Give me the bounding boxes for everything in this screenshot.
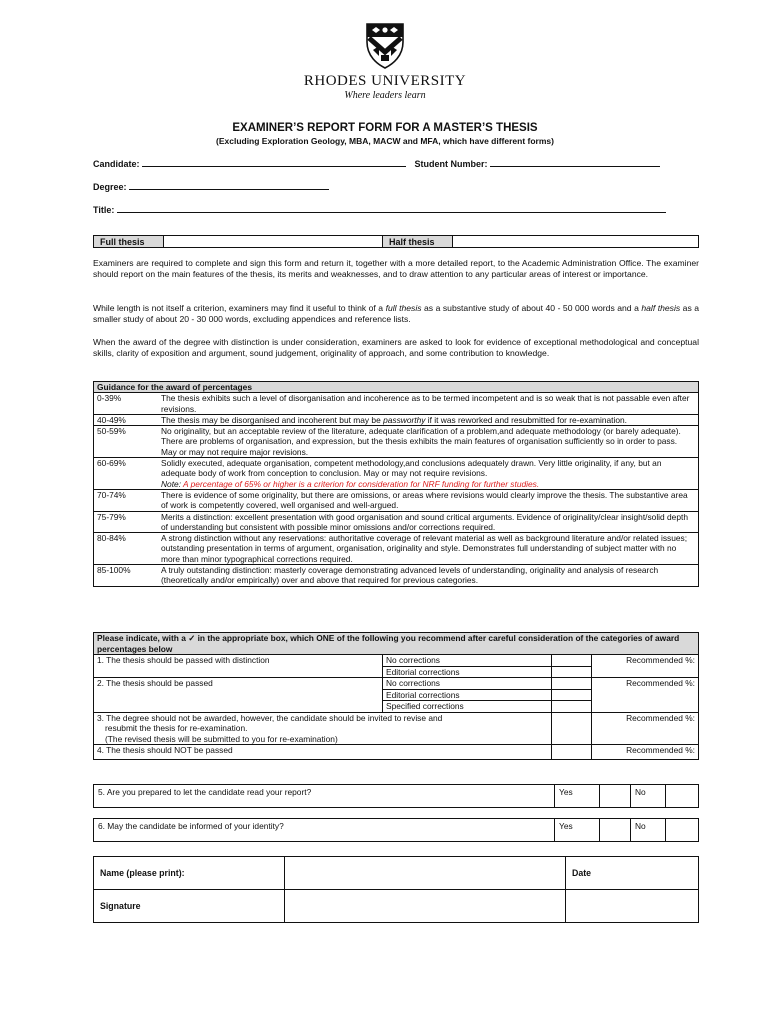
option-3-text-b: resubmit the thesis for re-examination. [105, 723, 248, 733]
intro-paragraph-2 [93, 303, 699, 325]
option-3-box[interactable] [552, 712, 592, 745]
guidance-text-b: if it was reworked and resubmitted for re-examination. [425, 414, 627, 425]
option-1-editorial-corrections: Editorial corrections [383, 666, 552, 678]
option-1-no-corrections: No corrections [383, 655, 552, 667]
recommendation-table [93, 632, 699, 760]
signature-table [93, 856, 699, 923]
guidance-text-a: The thesis may be disorganised and incoherent but may be [161, 414, 384, 425]
full-thesis-box[interactable] [164, 236, 383, 248]
student-number-input[interactable] [490, 157, 660, 167]
option-1-editorial-corrections-box[interactable] [552, 666, 592, 678]
guidance-note-red: A percentage of 65% or higher is a criterion for consideration for NRF funding for further studies. [183, 478, 540, 489]
guidance-text: The thesis exhibits such a level of disorganisation and incoherence as to be termed incompetent and is so weak that is not passable even after revisions. [158, 393, 699, 415]
form-title: EXAMINER’S REPORT FORM FOR A MASTER’S THESIS [232, 122, 538, 134]
question-6-text: 6. May the candidate be informed of your identity? [94, 819, 555, 842]
guidance-table [93, 381, 699, 587]
option-3-text-a: 3. The degree should not be awarded, however, the candidate should be invited to revise and [97, 712, 443, 723]
full-thesis-label: Full thesis [94, 236, 164, 248]
guidance-range: 40-49% [94, 414, 159, 425]
title-field [93, 203, 666, 215]
guidance-range: 85-100% [94, 565, 159, 587]
name-input[interactable] [285, 857, 566, 890]
name-label: Name (please print): [94, 857, 285, 890]
degree-field [93, 180, 329, 192]
option-2-editorial-corrections: Editorial corrections [383, 689, 552, 701]
guidance-row [94, 458, 699, 490]
degree-input[interactable] [129, 180, 329, 190]
signature-label: Signature [94, 890, 285, 923]
guidance-row [94, 533, 699, 565]
candidate-label: Candidate: [93, 159, 140, 169]
candidate-field [93, 157, 660, 169]
guidance-range: 70-74% [94, 489, 159, 511]
university-logo [0, 22, 770, 101]
p2-text-b: as a substantive study of about 40 - 50 000 words and a [421, 303, 642, 313]
guidance-text: Merits a distinction: excellent presentation with good organisation and sound critical arguments. Evidence of originality/clear insight/solid depth of understanding but consistent with possible minor omissions and/or corrections required. [158, 511, 699, 533]
guidance-text: A truly outstanding distinction: masterly coverage demonstrating advanced levels of understanding, originality and analysis of research (theoretically and/or empirically) over and above that required for previous categories. [158, 565, 699, 587]
intro-paragraph-3: When the award of the degree with distinction is under consideration, examiners are asked to look for evidence of exceptional methodological and conceptual skills, clarity of exposition and argument, sound judgement, originality of approach, and some contribution to knowledge. [93, 337, 699, 358]
student-number-label: Student Number: [414, 159, 488, 169]
crest-icon [363, 22, 407, 70]
guidance-range: 75-79% [94, 511, 159, 533]
guidance-heading: Guidance for the award of percentages [94, 382, 699, 393]
guidance-row [94, 489, 699, 511]
guidance-text: A strong distinction without any reservations: authoritative coverage of relevant material as well as background literature and/or related issues; outstanding presentation in terms of argument, organisation, originality and style. Demonstrates full understanding of subject matter with no more than minor typographical corrections required. [158, 533, 699, 565]
thesis-type-table [93, 235, 699, 248]
option-3-label [94, 712, 552, 745]
guidance-text: There is evidence of some originality, but there are omissions, or areas where revisions would clearly improve the thesis. The substantive area of work is competently covered, well organised and well-argued. [158, 489, 699, 511]
question-6-no-label: No [631, 819, 666, 842]
signature-extra-cell[interactable] [566, 890, 699, 923]
form-subtitle: (Excluding Exploration Geology, MBA, MACW and MFA, which have different forms) [216, 136, 554, 146]
question-6-table [93, 818, 699, 842]
guidance-row [94, 393, 699, 415]
recommendation-heading [94, 633, 699, 655]
degree-label: Degree: [93, 182, 127, 192]
guidance-text [158, 414, 699, 425]
question-5-text: 5. Are you prepared to let the candidate read your report? [94, 785, 555, 808]
option-3-recommended[interactable]: Recommended %: [592, 712, 699, 745]
option-1-recommended[interactable]: Recommended %: [592, 655, 699, 678]
question-6-yes-label: Yes [555, 819, 600, 842]
title-label: Title: [93, 205, 115, 215]
intro-paragraph-1: Examiners are required to complete and sign this form and return it, together with a more detailed report, to the Academic Administration Office. The examiner should report on the main features of the thesis, its merits and weaknesses, and to draw attention to any particular areas of interest or importance. [93, 258, 699, 279]
guidance-text [158, 458, 699, 490]
p2-full-thesis: full thesis [385, 303, 422, 313]
guidance-range: 60-69% [94, 458, 159, 490]
option-4-label: 4. The thesis should NOT be passed [94, 745, 552, 760]
university-motto: Where leaders learn [344, 90, 426, 101]
option-3-text-c: (The revised thesis will be submitted to you for re-examination) [105, 733, 338, 744]
guidance-range: 50-59% [94, 426, 159, 458]
option-2-no-corrections-box[interactable] [552, 678, 592, 690]
guidance-text-em: passworthy [383, 414, 426, 425]
p2-text-a: While length is not itself a criterion, examiners may find it useful to think of a [93, 303, 386, 313]
question-5-no-label: No [631, 785, 666, 808]
half-thesis-box[interactable] [453, 236, 699, 248]
university-name: RHODES UNIVERSITY [303, 73, 467, 89]
p2-text-c: as a smaller study of about 20 - 30 000 words, excluding appendices and reference lists. [93, 303, 700, 324]
guidance-range: 0-39% [94, 393, 159, 415]
date-label[interactable]: Date [566, 857, 699, 890]
guidance-row [94, 565, 699, 587]
option-2-specified-corrections: Specified corrections [383, 701, 552, 713]
rec-heading-b: in the appropriate box, which ONE of the following you recommend after careful consideration of the categories of award percentages below [97, 633, 680, 654]
option-4-recommended[interactable]: Recommended %: [592, 745, 699, 760]
option-2-no-corrections: No corrections [383, 678, 552, 690]
option-4-box[interactable] [552, 745, 592, 760]
signature-input[interactable] [285, 890, 566, 923]
guidance-text-main: Solidly executed, adequate organisation, competent methodology,and conclusions adequately drawn. Very little originality, if any, but an adequate body of work from conception to conclusion. May or may not require revisions. [161, 458, 662, 479]
title-input[interactable] [117, 203, 666, 213]
half-thesis-label: Half thesis [383, 236, 453, 248]
question-5-yes-label: Yes [555, 785, 600, 808]
guidance-row [94, 414, 699, 425]
option-2-recommended[interactable]: Recommended %: [592, 678, 699, 713]
option-1-label: 1. The thesis should be passed with distinction [94, 655, 383, 678]
question-6-yes-box[interactable] [600, 819, 631, 842]
question-5-no-box[interactable] [666, 785, 699, 808]
option-2-editorial-corrections-box[interactable] [552, 689, 592, 701]
guidance-text: No originality, but an acceptable review of the literature, adequate clarification of a problem,and adequate methodology (or barely adequate). There are problems of organisation, and expression, but the thesis exhibits the main features of organisation sufficiently so in order to pass. May or may not require major revisions. [158, 426, 699, 458]
guidance-note-label: Note: [161, 478, 184, 489]
rec-heading-a: Please indicate, with a [97, 633, 189, 643]
question-6-no-box[interactable] [666, 819, 699, 842]
question-5-table [93, 784, 699, 808]
question-5-yes-box[interactable] [600, 785, 631, 808]
guidance-row [94, 511, 699, 533]
option-2-label: 2. The thesis should be passed [94, 678, 383, 713]
guidance-range: 80-84% [94, 533, 159, 565]
p2-half-thesis: half thesis [641, 303, 681, 313]
guidance-row [94, 426, 699, 458]
option-1-no-corrections-box[interactable] [552, 655, 592, 667]
candidate-input[interactable] [142, 157, 406, 167]
checkmark-icon: ✓ [188, 633, 196, 643]
option-2-specified-corrections-box[interactable] [552, 701, 592, 713]
